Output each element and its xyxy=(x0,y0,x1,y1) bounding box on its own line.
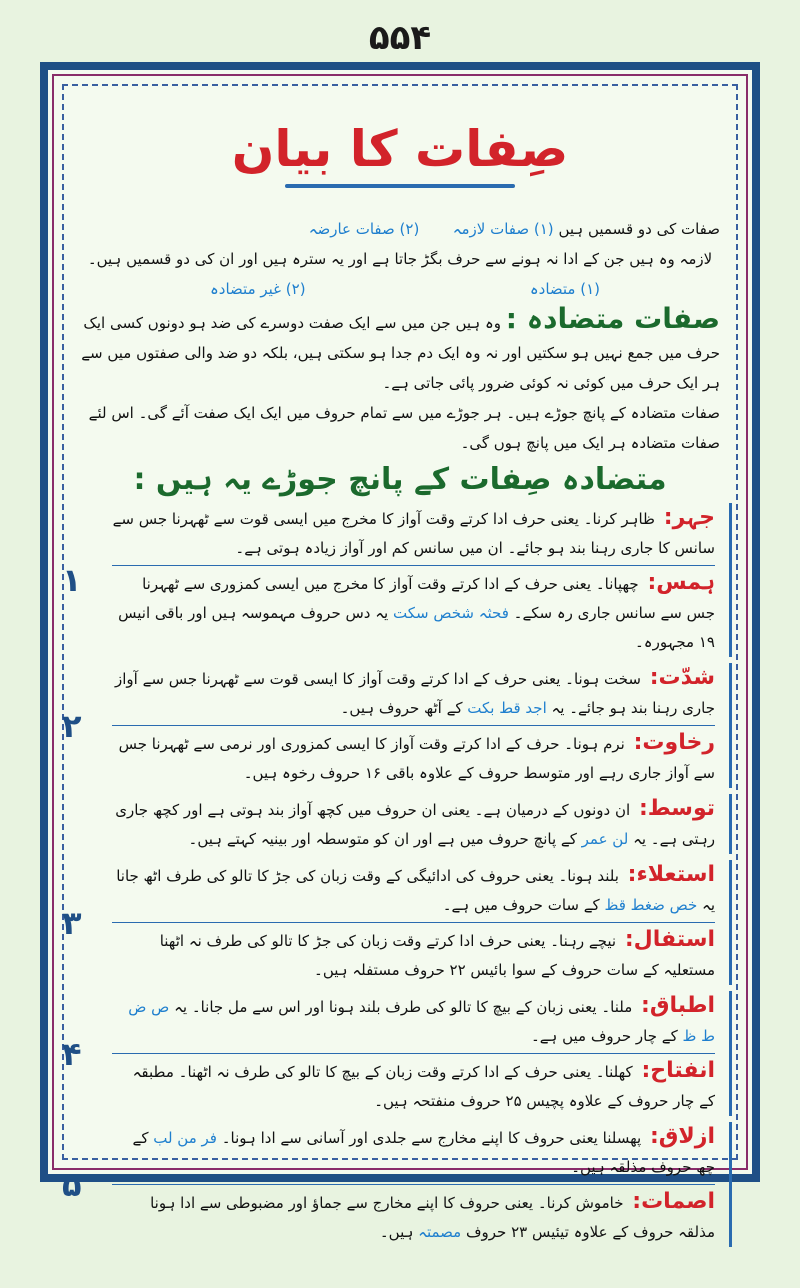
sifat-description-tail: یہ دس حروف مہموسہ ہیں اور باقی انیس ۱۹ مجہورہ۔ xyxy=(118,604,715,651)
pair-group xyxy=(62,1122,732,1247)
sifat-keyword: شدّت: xyxy=(649,665,715,690)
sifat-description-tail: ہیں۔ xyxy=(379,1223,414,1241)
pairs-heading: متضادہ صِفات کے پانچ جوڑے یہ ہیں : xyxy=(133,462,667,497)
subtype-ghair-mutazadah: (۲) غیر متضادہ xyxy=(210,280,306,298)
sifat-description: خاموش کرنا۔ یعنی حروف کا اپنے مخارج سے جماؤ اور مضبوطی سے ادا ہونا مذلقہ حروف کے علاوہ تیئیس ۲۳ حروف xyxy=(150,1194,715,1241)
sifat-description: بلند ہونا۔ یعنی حروف کی ادائیگی کے وقت زبان کی جڑ کا تالو کی طرف اٹھ جانا یہ xyxy=(116,867,715,914)
sifat-keyword: جہر: xyxy=(663,505,715,530)
pair-number: ۲ xyxy=(62,706,82,745)
pair-group xyxy=(62,663,732,788)
sifat-description-tail: کے سات حروف میں ہے۔ xyxy=(442,896,600,914)
page-content xyxy=(62,82,738,1241)
sifat-description: ظاہر کرنا۔ یعنی حرف ادا کرتے وقت آواز کا مخرج میں ایسی قوت سے ٹھہرنا جس سے سانس کا جاری رہنا بند ہو جائے۔ ان میں سانس کم اور آواز زیادہ ہوتی ہے۔ xyxy=(112,510,715,557)
letters-group: فحثہ شخص سکت xyxy=(388,604,509,622)
pair-number: ۵ xyxy=(62,1165,82,1204)
letters-group: اجد قط بکت xyxy=(462,699,547,717)
sifat-description-tail: کے چھ حروف مذلقہ ہیں۔ xyxy=(132,1129,715,1176)
sifat-entry xyxy=(112,663,715,723)
entry-divider xyxy=(112,1184,715,1185)
sifat-entry xyxy=(112,1122,715,1182)
sifat-description: کھلنا۔ یعنی حرف کے ادا کرتے وقت زبان کے بیچ کا تالو کی طرف نہ اٹھنا۔ مطبقہ کے چار حروف کے علاوہ پچیس ۲۵ حروف منفتحہ ہیں۔ xyxy=(132,1063,715,1110)
sifat-description: ان دونوں کے درمیان ہے۔ یعنی ان حروف میں کچھ آواز بند ہوتی ہے اور کچھ جاری رہتی ہے۔ یہ xyxy=(115,801,715,848)
sifat-description: سخت ہونا۔ یعنی حرف کے ادا کرتے وقت آواز کا ایسی قوت سے ٹھہرنا جس سے آواز جاری رہنا بند ہو جائے۔ یہ xyxy=(115,670,715,717)
page-title: صِفات کا بیان xyxy=(231,120,569,178)
sifat-keyword: ازلاق: xyxy=(649,1124,715,1149)
intro-line-1 xyxy=(80,214,720,244)
sifat-entry xyxy=(112,1056,715,1116)
type-lazimah: (۱) صفات لازمہ xyxy=(452,220,554,238)
entry-divider xyxy=(112,565,715,566)
sifat-description: نرم ہونا۔ حرف کے ادا کرتے وقت آواز کا ایسی کمزوری اور نرمی سے ٹھہرنا جس سے آواز جاری رہے اور متوسط حروف کے علاوہ باقی ۱۶ حروف رخوہ ہیں۔ xyxy=(118,735,715,782)
entry-divider xyxy=(112,922,715,923)
sifat-entry xyxy=(112,794,715,854)
intro-line-2: لازمہ وہ ہیں جن کے ادا نہ ہونے سے حرف بگڑ جاتا ہے اور یہ سترہ ہیں اور ان کی دو قسمیں ہیں۔ xyxy=(87,250,713,268)
mutazadah-heading: صفات متضادہ : xyxy=(505,302,720,335)
sifat-keyword: استعلاء: xyxy=(627,862,715,887)
entry-divider xyxy=(112,725,715,726)
mutazadah-text-2: صفات متضادہ کے پانچ جوڑے ہیں۔ ہر جوڑے میں سے تمام حروف میں ایک ایک صفت آئے گی۔ اس لئے صفات متضادہ ہر ایک میں پانچ ہوں گی۔ xyxy=(88,404,720,452)
sifat-keyword: رخاوت: xyxy=(633,730,715,755)
sifat-description: پھسلنا یعنی حروف کا اپنے مخارج سے جلدی اور آسانی سے ادا ہونا۔ xyxy=(216,1129,646,1147)
letters-group: لن عمر xyxy=(576,830,629,848)
sifat-keyword: اطباق: xyxy=(641,993,715,1018)
letters-group: مصمتہ xyxy=(413,1223,462,1241)
pair-number: ۳ xyxy=(62,903,82,942)
intro-subtypes xyxy=(80,274,720,304)
sifat-description-tail: کے پانچ حروف میں ہے اور ان کو متوسطہ اور بینیہ کہتے ہیں۔ xyxy=(188,830,577,848)
sifat-keyword: توسط: xyxy=(638,796,715,821)
pair-group xyxy=(62,991,732,1116)
pair-group xyxy=(62,503,732,657)
pair-group xyxy=(62,860,732,985)
sifat-description: نیچے رہنا۔ یعنی حرف ادا کرتے وقت زبان کی جڑ کا تالو کی طرف نہ اٹھنا مستعلیہ کے سات حروف کے سوا بائیس ۲۲ حروف مستفلہ ہیں۔ xyxy=(159,932,715,979)
pair-group xyxy=(112,794,732,854)
entry-divider xyxy=(112,1053,715,1054)
sifat-description-tail: کے آٹھ حروف ہیں۔ xyxy=(340,699,463,717)
sifat-entry xyxy=(112,503,715,563)
intro-text: صفات کی دو قسمیں ہیں xyxy=(558,220,720,238)
sifat-entry xyxy=(112,1187,715,1247)
letters-group: فر من لب xyxy=(148,1129,217,1147)
sifat-description: ملنا۔ یعنی زبان کے بیچ کا تالو کی طرف بلند ہونا اور اس سے مل جانا۔ یہ xyxy=(169,998,638,1016)
subtype-mutazadah: (۱) متضادہ xyxy=(529,280,600,298)
pair-number: ۱ xyxy=(62,561,82,599)
sifat-entry xyxy=(112,925,715,985)
sifat-entry xyxy=(112,991,715,1051)
title-underline xyxy=(285,184,515,188)
mutazadah-paragraph xyxy=(80,304,720,398)
pair-number: ۴ xyxy=(62,1034,82,1073)
sifat-entry xyxy=(112,860,715,920)
sifat-entry xyxy=(112,728,715,788)
sifat-keyword: ہمس: xyxy=(647,570,715,595)
page-number: ۵۵۴ xyxy=(368,18,432,58)
sifat-keyword: انفتاح: xyxy=(641,1058,715,1083)
sifat-entry xyxy=(112,568,715,657)
letters-group: خص ضغط قظ xyxy=(599,896,698,914)
sifat-keyword: استفال: xyxy=(624,927,715,952)
letters-group: ص ض ط ظ xyxy=(128,998,715,1045)
sifat-description: چھپانا۔ یعنی حرف کے ادا کرتے وقت آواز کا مخرج میں ایسی کمزوری سے ٹھہرنا جس سے سانس جاری رہ سکے۔ xyxy=(142,575,715,622)
type-aridah: (۲) صفات عارضہ xyxy=(308,220,420,238)
sifat-description-tail: کے چار حروف میں ہے۔ xyxy=(530,1027,678,1045)
sifat-keyword: اصمات: xyxy=(632,1189,715,1214)
mutazadah-text-1: وہ ہیں جن میں سے ایک صفت دوسرے کی ضد ہو دونوں کسی ایک حرف میں جمع نہیں ہو سکتیں اور نہ وہ ایک دم جدا ہو سکتی ہیں، بلکہ دو ضد والی صفتوں میں سے ہر ایک حرف میں کوئی نہ کوئی ضرور پائی جاتی ہے۔ xyxy=(81,314,720,392)
pairs-list xyxy=(62,503,738,1247)
